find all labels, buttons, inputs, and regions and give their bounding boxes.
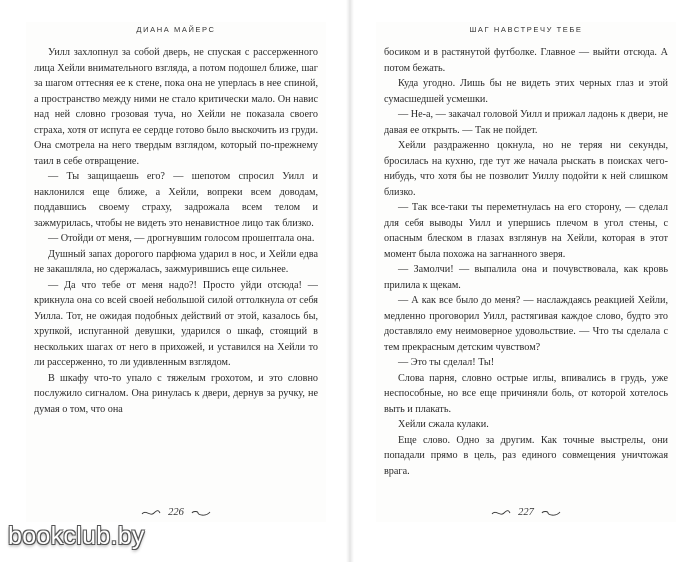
paragraph: Еще слово. Одно за другим. Как точные выстрелы, они попадали прямо в цель, раз единого совмещения уничтожая врага. <box>384 434 668 477</box>
paragraph: Куда угодно. Лишь бы не видеть этих черных глаз и этой сумасшедшей усмешки. <box>384 78 668 105</box>
paragraph: босиком и в растянутой футболке. Главное — выйти отсюда. А потом бежать. <box>384 47 668 74</box>
paragraph: — Это ты сделал! Ты! <box>398 357 495 368</box>
paragraph: — Не-а, — закачал головой Уилл и прижал ладонь к двери, не давая ее открыть. — Так не пойдет. <box>384 109 668 136</box>
left-page <box>26 22 326 522</box>
paragraph: — А как все было до меня? — наслаждаясь реакцией Хейли, медленно проговорил Уилл, растягивая каждое слово, будто это доставляло ему неимоверное удовольствие. — Что ты сделала с тем прекрасным детским чувством? <box>384 295 668 353</box>
flourish-left-icon <box>141 508 161 518</box>
paragraph: Слова парня, словно острые иглы, впивались в грудь, уже неспособные, но все еще причиняли боль, от которой хотелось выть и плакать. <box>384 372 668 415</box>
flourish-right-icon <box>541 508 561 518</box>
left-page-text <box>34 45 318 417</box>
paragraph: В шкафу что-то упало с тяжелым грохотом, и это словно послужило сигналом. Она ринулась к двери, дернув за ручку, не думая о том, что она <box>34 372 318 415</box>
paragraph: — Да что тебе от меня надо?! Просто уйди отсюда! — крикнула она со всей своей небольшой силой оттолкнула от себя Уилла. Тот, не ожидая подобных действий от этой, казалось бы, хрупкой, испуганной девушки, ударился о шкаф, стоящий в нескольких шагах от него в прихожей, и уставился на Хейли то ли рассерженно, то ли удивленным взглядом. <box>34 279 318 368</box>
paragraph: — Отойди от меня, — дрогнувшим голосом прошептала она. <box>48 233 315 244</box>
right-running-head: ШАГ НАВСТРЕЧУ ТЕБЕ <box>469 25 583 34</box>
paragraph: Хейли сжала кулаки. <box>398 419 489 430</box>
flourish-right-icon <box>191 508 211 518</box>
left-running-head: ДИАНА МАЙЕРС <box>136 25 216 34</box>
watermark: bookclub.by <box>8 522 145 550</box>
page-number: 226 <box>168 507 184 518</box>
right-folio <box>376 507 676 518</box>
left-folio <box>26 507 326 518</box>
flourish-left-icon <box>491 508 511 518</box>
paragraph: Душный запах дорогого парфюма ударил в нос, и Хейли едва не закашляла, но сдержалась, зажмурившись еще сильнее. <box>34 248 318 275</box>
book-gutter <box>346 0 354 562</box>
paragraph: — Ты защищаешь его? — шепотом спросил Уилл и наклонился еще ближе, а Хейли, вопреки всем доводам, поддавшись своему страху, задрожала всем телом и зажмурилась, чтобы не видеть это ненавистное лицо так близко. <box>34 171 318 229</box>
right-page-text <box>384 45 668 479</box>
paragraph: — Замолчи! — выпалила она и почувствовала, как кровь прилила к щекам. <box>384 264 668 291</box>
paragraph: — Так все-таки ты переметнулась на его сторону, — сделал для себя выводы Уилл и упершись плечом в угол стены, с опасным блеском в глазах взглянув на Хейли, которая в этот момент была похожа на загнанного зверя. <box>384 202 668 260</box>
paragraph: Уилл захлопнул за собой дверь, не спуская с рассерженного лица Хейли внимательного взгляда, а потом подошел ближе, шаг за шагом оттесняя ее к стене, пока она не уперлась в нее спиной, а пространство между ними не стало критически мало. Он навис над ней словно грозовая туча, но Хейли не показала своего страха, хотя от испуга ее сердце готово было выскочить из груди. Она смотрела на него твердым взглядом, который по-прежнему таил в себе отвращение. <box>34 47 318 167</box>
right-page <box>376 22 676 522</box>
paragraph: Хейли раздраженно цокнула, но не теряя ни секунды, бросилась на кухню, где тут же начала рыскать в поисках чего-нибудь, что хотя бы не позволит Уиллу подойти к ней слишком близко. <box>384 140 668 198</box>
page-number: 227 <box>518 507 534 518</box>
